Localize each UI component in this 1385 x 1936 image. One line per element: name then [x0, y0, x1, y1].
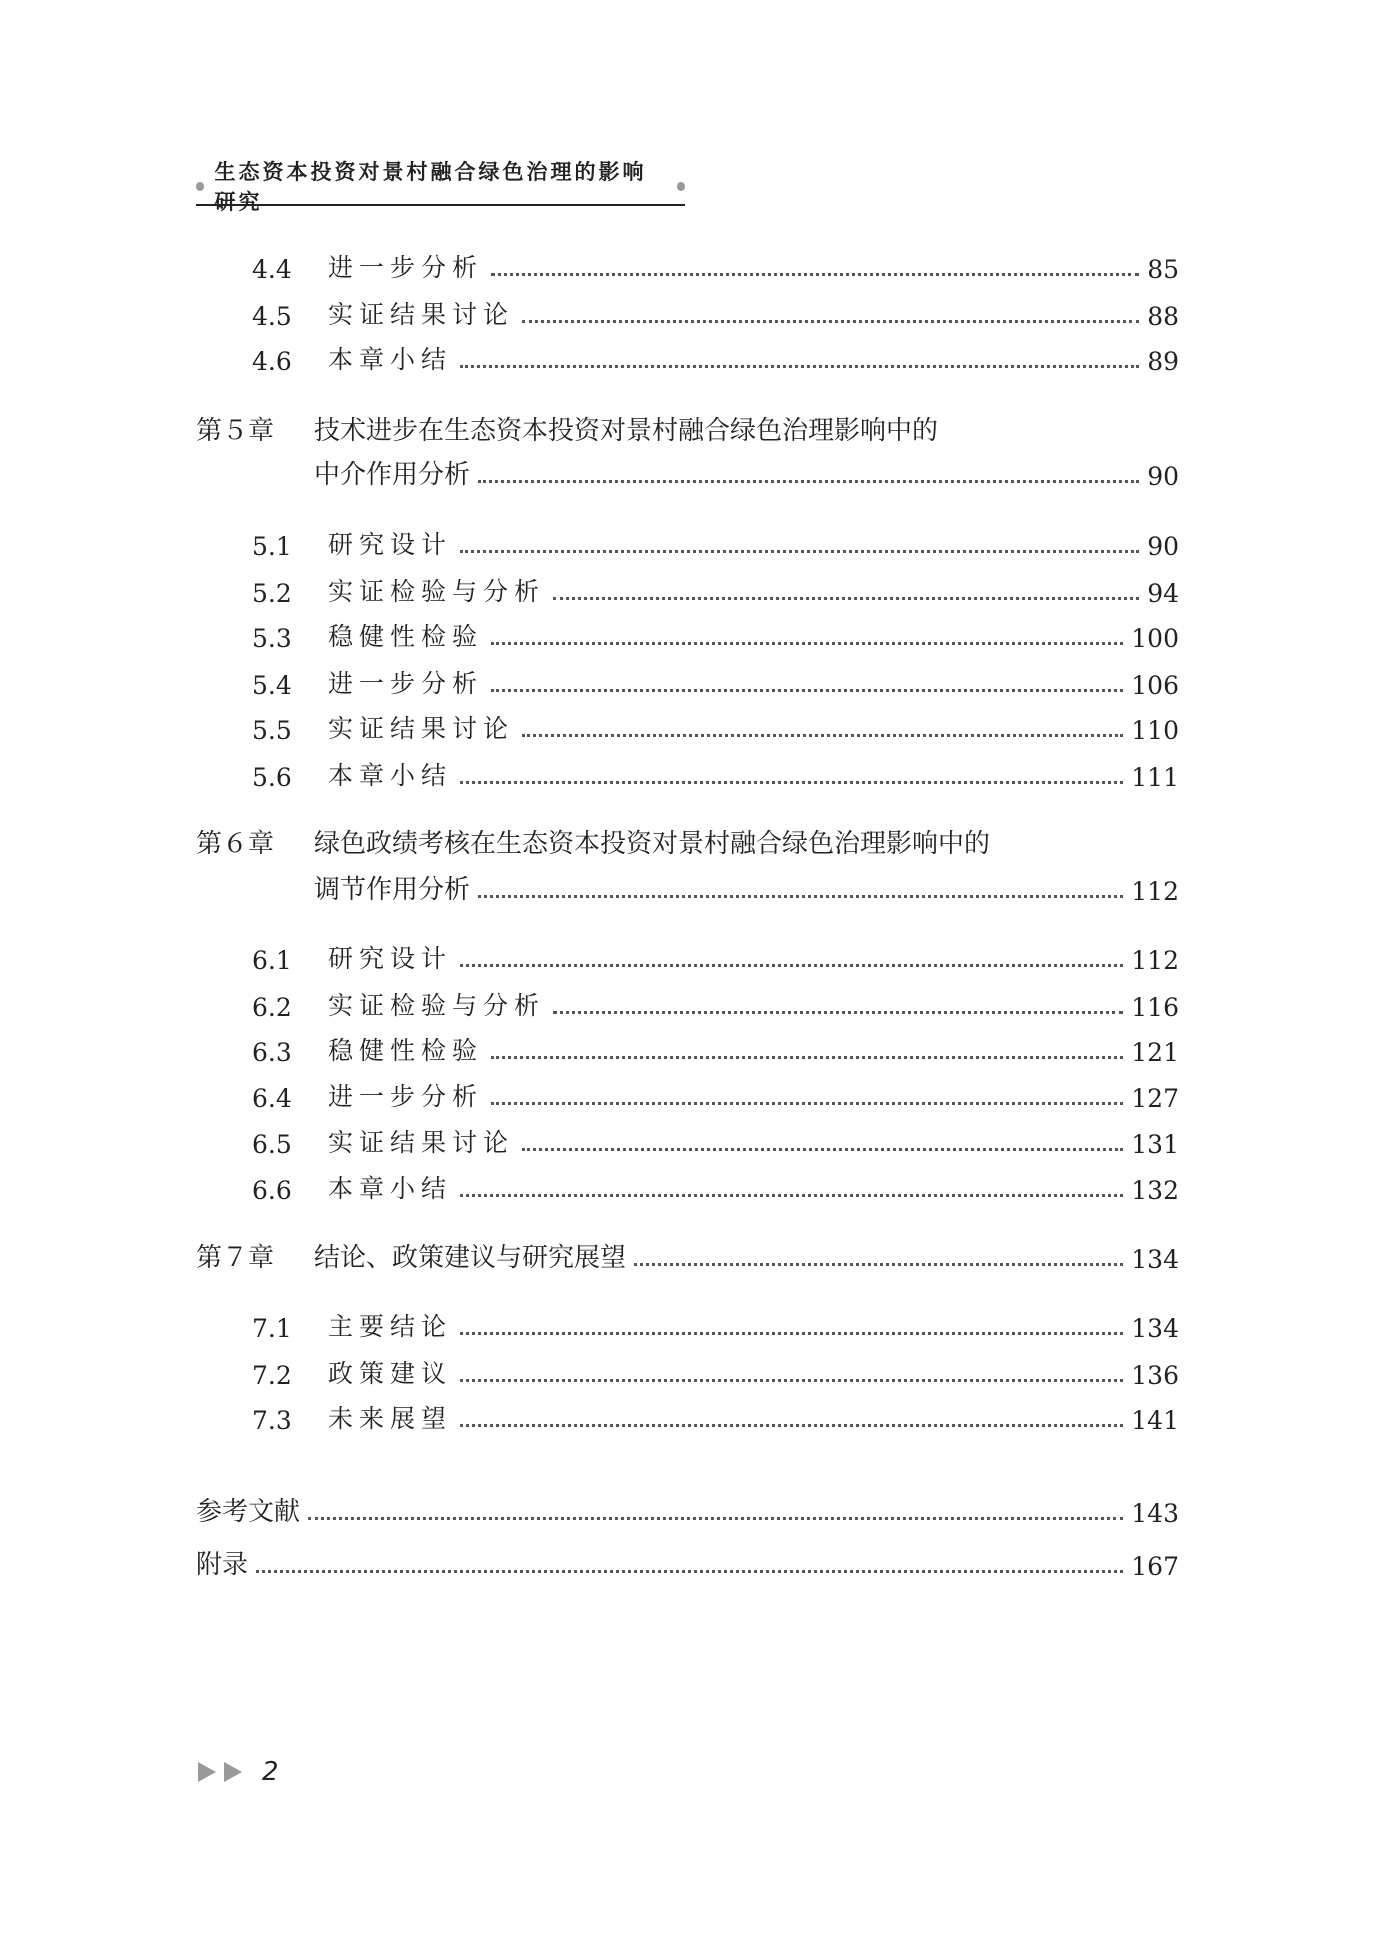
entry-number: 4.4: [252, 255, 292, 284]
entry-page: 134: [1131, 1314, 1179, 1343]
toc-entry[interactable]: [196, 527, 1179, 561]
entry-title: 实证检验与分析: [328, 991, 546, 1020]
entry-number: 5.5: [252, 716, 292, 745]
dot-leader: [460, 365, 1139, 368]
page-number: 2: [262, 1757, 279, 1787]
entry-title: 本章小结: [328, 345, 453, 374]
entry-number: 6.1: [252, 946, 292, 975]
entry-title: 附录: [196, 1550, 249, 1580]
toc-entry[interactable]: [196, 1401, 1179, 1435]
entry-page: 134: [1131, 1245, 1179, 1274]
entry-page: 90: [1147, 532, 1179, 561]
entry-number: 5.4: [252, 671, 292, 700]
dot-leader: [491, 1056, 1123, 1059]
entry-number: 5.2: [252, 579, 292, 608]
toc-entry[interactable]: [196, 1309, 1179, 1343]
entry-title: 进一步分析: [328, 253, 484, 282]
page-footer: [198, 1757, 279, 1787]
entry-title: 结论、政策建议与研究展望: [314, 1243, 627, 1273]
dot-leader: [491, 689, 1123, 692]
toc-entry[interactable]: [196, 250, 1179, 284]
entry-page: 131: [1131, 1130, 1179, 1159]
entry-number: 5.1: [252, 532, 292, 561]
entry-number: 6.2: [252, 993, 292, 1022]
dot-leader: [460, 1424, 1123, 1427]
entry-title: 政策建议: [328, 1359, 453, 1388]
entry-title: 实证结果讨论: [328, 300, 515, 329]
entry-title: 研究设计: [328, 530, 453, 559]
toc-entry[interactable]: [196, 342, 1179, 376]
entry-title: 稳健性检验: [328, 1036, 484, 1065]
dot-leader: [522, 1148, 1123, 1151]
entry-page: 94: [1147, 579, 1179, 608]
entry-page: 167: [1131, 1552, 1179, 1581]
entry-page: 111: [1131, 763, 1179, 792]
dot-leader: [491, 1102, 1123, 1105]
entry-number: 第５章: [196, 416, 275, 446]
toc-entry[interactable]: [196, 666, 1179, 700]
dot-leader: [491, 642, 1123, 645]
entry-title: 实证结果讨论: [328, 714, 515, 743]
entry-page: 127: [1131, 1084, 1179, 1113]
dot-leader: [460, 781, 1123, 784]
entry-title: 调节作用分析: [314, 875, 471, 905]
entry-page: 112: [1131, 877, 1179, 906]
entry-page: 106: [1131, 671, 1179, 700]
triangle-icon: [224, 1762, 242, 1782]
dot-leader: [256, 1570, 1123, 1573]
entry-page: 89: [1147, 347, 1179, 376]
toc-entry[interactable]: [196, 1494, 1179, 1528]
entry-number: 6.4: [252, 1084, 292, 1113]
entry-title: 实证结果讨论: [328, 1128, 515, 1157]
entry-page: 121: [1131, 1038, 1179, 1067]
entry-page: 112: [1131, 946, 1179, 975]
entry-title: 技术进步在生态资本投资对景村融合绿色治理影响中的: [314, 416, 939, 446]
entry-page: 141: [1131, 1406, 1179, 1435]
entry-title: 进一步分析: [328, 669, 484, 698]
dot-leader: [460, 964, 1123, 967]
toc-entry[interactable]: [196, 619, 1179, 653]
triangle-icon: [198, 1762, 216, 1782]
entry-title: 进一步分析: [328, 1082, 484, 1111]
dot-leader: [460, 1332, 1123, 1335]
dot-leader: [478, 895, 1123, 898]
toc-entry[interactable]: [196, 941, 1179, 975]
dot-leader: [522, 734, 1123, 737]
entry-number: 4.5: [252, 302, 292, 331]
toc-entry[interactable]: [196, 1125, 1179, 1159]
toc-entry[interactable]: [196, 872, 1179, 906]
entry-page: 88: [1147, 302, 1179, 331]
dot-leader: [308, 1517, 1123, 1520]
dot-leader: [634, 1263, 1123, 1266]
toc-entry[interactable]: [196, 826, 1179, 860]
entry-title: 稳健性检验: [328, 622, 484, 651]
entry-title: 未来展望: [328, 1404, 453, 1433]
entry-page: 100: [1131, 624, 1179, 653]
dot-leader: [553, 597, 1139, 600]
entry-page: 136: [1131, 1361, 1179, 1390]
bullet-icon: [196, 182, 204, 191]
entry-number: 第６章: [196, 829, 275, 859]
entry-number: 7.3: [252, 1406, 292, 1435]
entry-number: 5.6: [252, 763, 292, 792]
toc-entry[interactable]: [196, 297, 1179, 331]
entry-number: 4.6: [252, 347, 292, 376]
entry-page: 85: [1147, 255, 1179, 284]
entry-title: 主要结论: [328, 1312, 453, 1341]
toc-entry[interactable]: [196, 574, 1179, 608]
book-title: 生态资本投资对景村融合绿色治理的影响研究: [214, 159, 647, 214]
entry-page: 110: [1131, 716, 1179, 745]
entry-number: 5.3: [252, 624, 292, 653]
entry-page: 90: [1147, 462, 1179, 491]
toc-entry[interactable]: [196, 1356, 1179, 1390]
entry-number: 6.3: [252, 1038, 292, 1067]
entry-page: 132: [1131, 1176, 1179, 1205]
dot-leader: [460, 1379, 1123, 1382]
entry-title: 研究设计: [328, 944, 453, 973]
dot-leader: [522, 320, 1139, 323]
entry-number: 6.5: [252, 1130, 292, 1159]
entry-number: 6.6: [252, 1176, 292, 1205]
toc-entry[interactable]: [196, 1547, 1179, 1581]
entry-title: 中介作用分析: [314, 460, 471, 490]
toc-entry[interactable]: [196, 1240, 1179, 1274]
entry-title: 绿色政绩考核在生态资本投资对景村融合绿色治理影响中的: [314, 829, 991, 859]
entry-number: 7.2: [252, 1361, 292, 1390]
toc-entry[interactable]: [196, 758, 1179, 792]
dot-leader: [460, 550, 1139, 553]
entry-title: 参考文献: [196, 1497, 301, 1527]
toc-entry[interactable]: [196, 1171, 1179, 1205]
toc-entry[interactable]: [196, 711, 1179, 745]
toc-entry[interactable]: [196, 988, 1179, 1022]
dot-leader: [460, 1194, 1123, 1197]
entry-number: 第７章: [196, 1243, 275, 1273]
dot-leader: [553, 1011, 1123, 1014]
entry-page: 116: [1131, 993, 1179, 1022]
dot-leader: [491, 273, 1139, 276]
entry-page: 143: [1131, 1499, 1179, 1528]
toc-entry[interactable]: [196, 457, 1179, 491]
running-header: [196, 159, 685, 214]
entry-number: 7.1: [252, 1314, 292, 1343]
toc-entry[interactable]: [196, 413, 1179, 447]
bullet-icon: [677, 182, 685, 191]
entry-title: 本章小结: [328, 761, 453, 790]
toc-entry[interactable]: [196, 1033, 1179, 1067]
dot-leader: [478, 480, 1139, 483]
entry-title: 本章小结: [328, 1174, 453, 1203]
toc-entry[interactable]: [196, 1079, 1179, 1113]
entry-title: 实证检验与分析: [328, 577, 546, 606]
